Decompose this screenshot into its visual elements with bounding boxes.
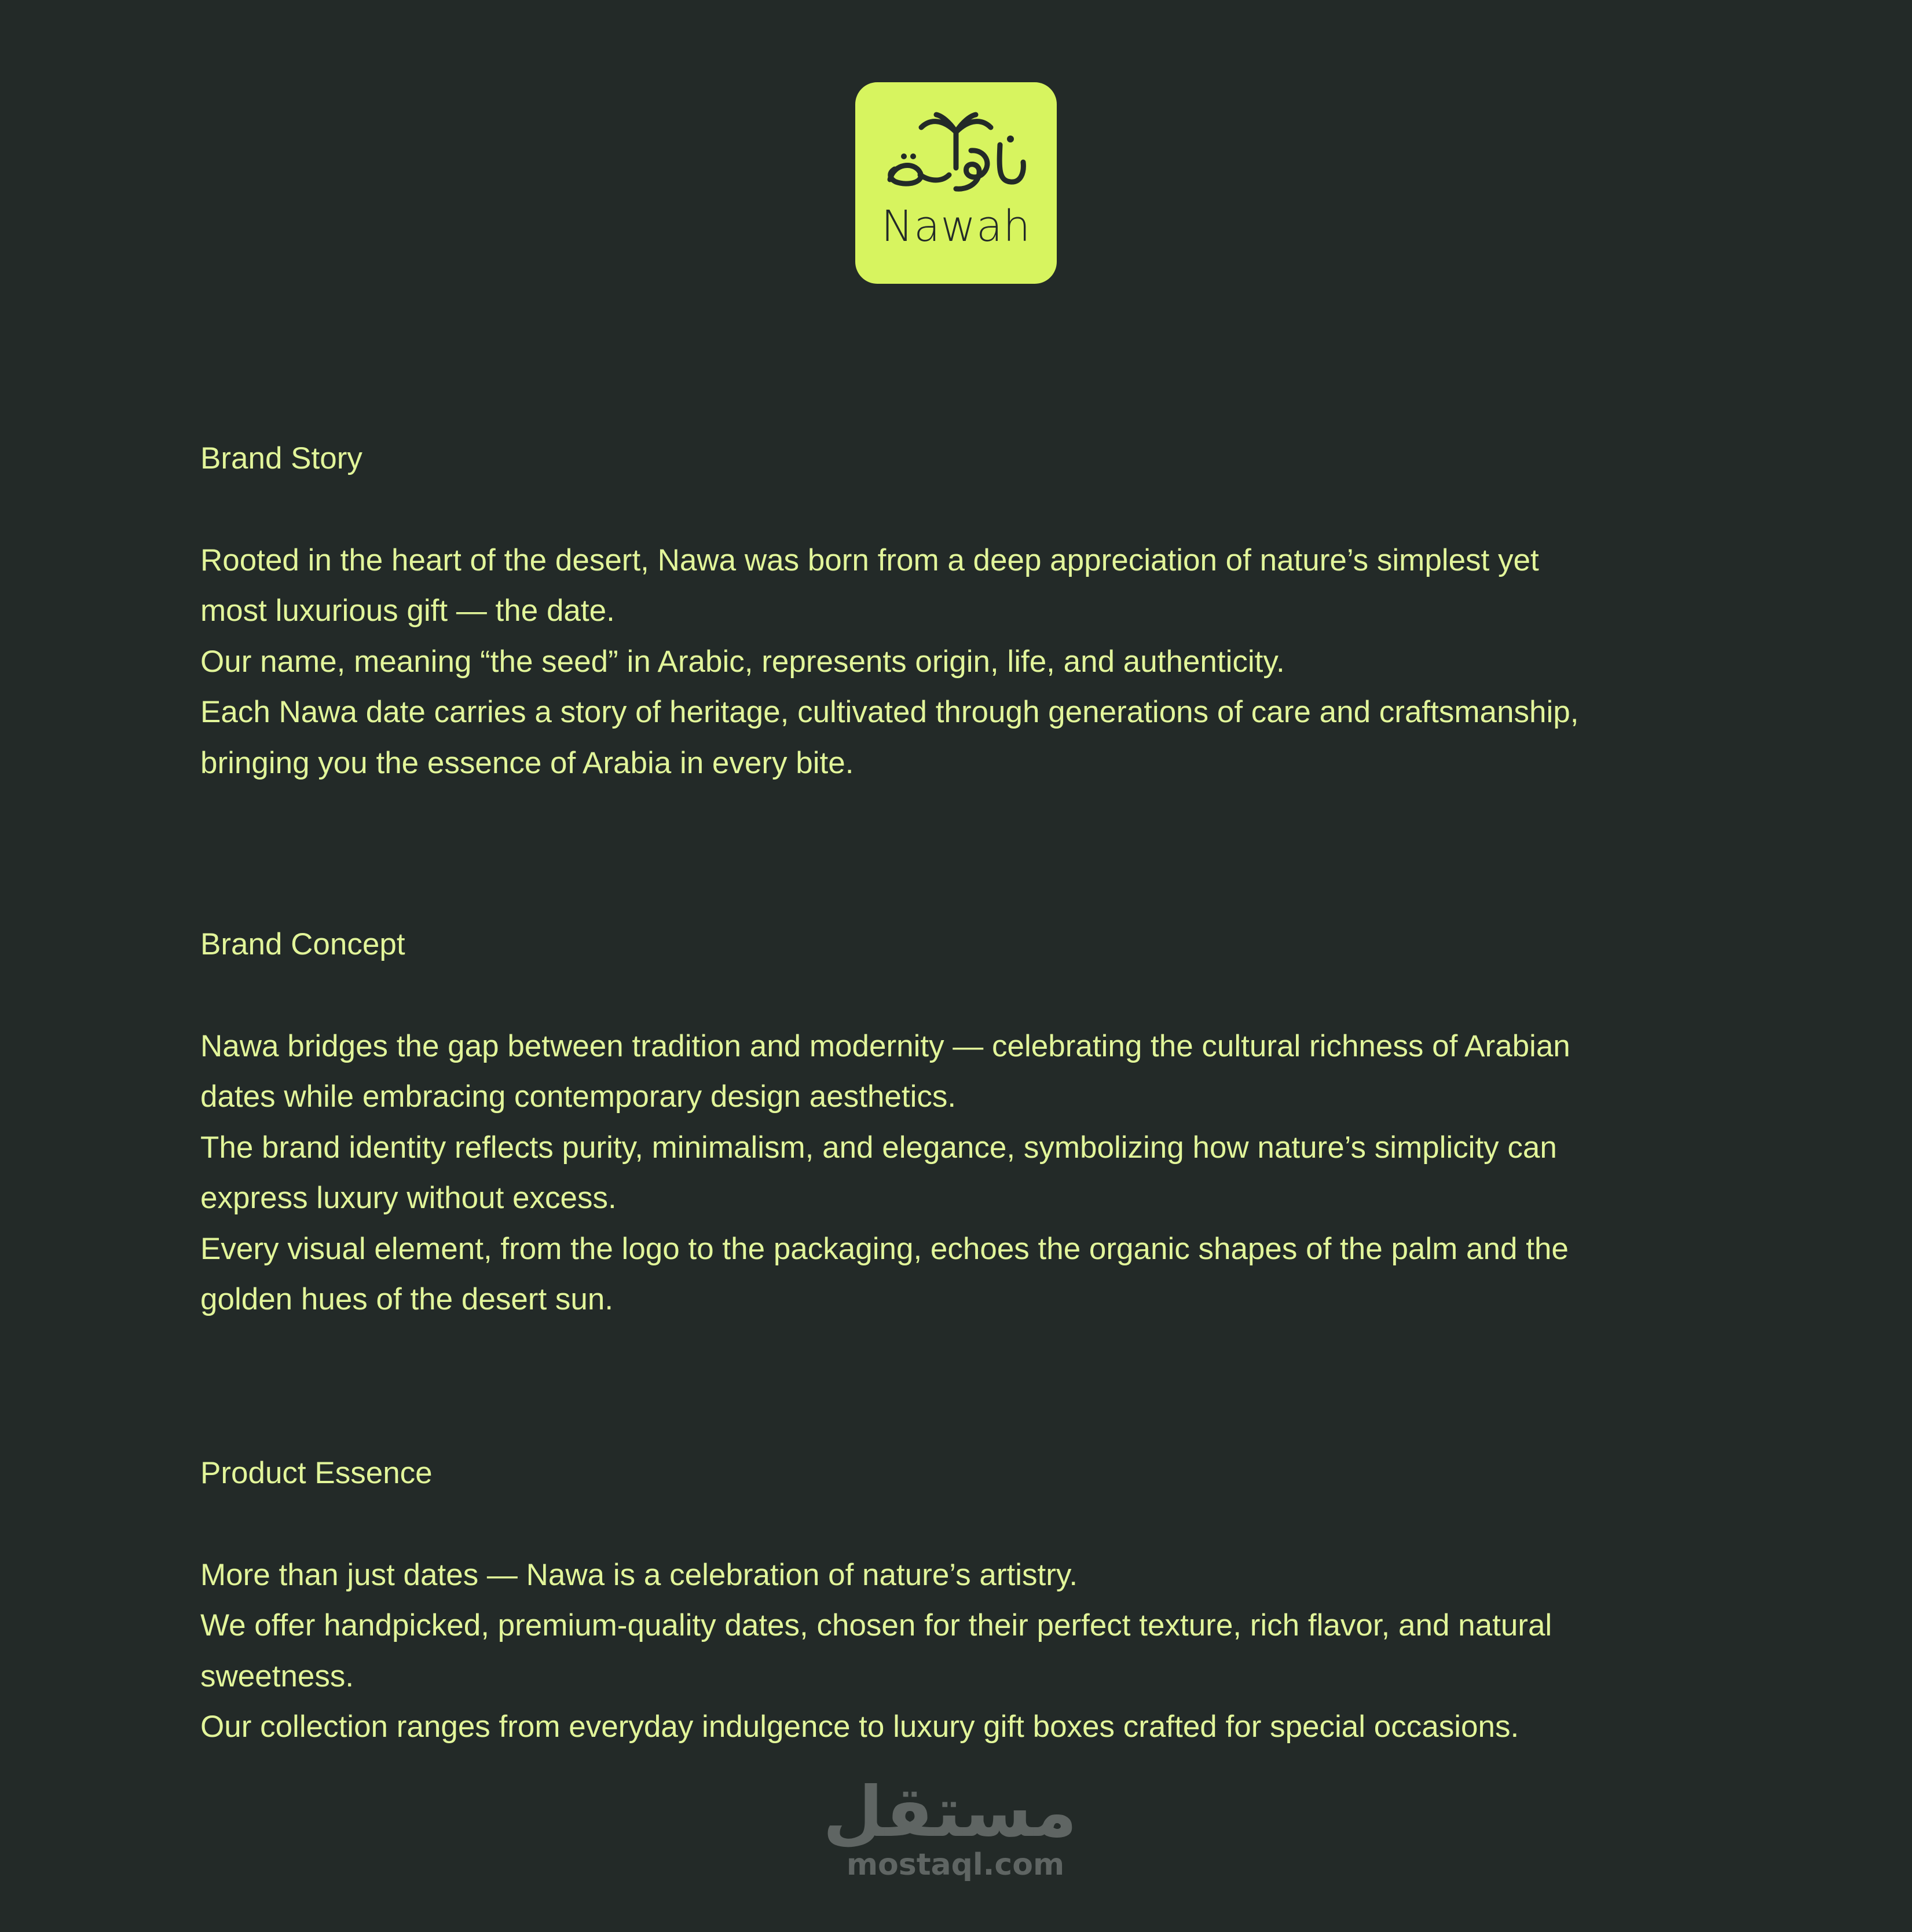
section-heading: Brand Story bbox=[200, 441, 362, 475]
body-line: Rooted in the heart of the desert, Nawa was born from a deep appreciation of nature’s simplest yet bbox=[200, 543, 1539, 577]
section-brand-concept bbox=[200, 919, 1729, 1325]
watermark-latin: mostaql.com bbox=[846, 1847, 1065, 1882]
watermark-arabic: مستقل bbox=[823, 1772, 1077, 1853]
body-line: Our collection ranges from everyday indulgence to luxury gift boxes crafted for special occasions. bbox=[200, 1710, 1519, 1744]
section-body bbox=[200, 1021, 1729, 1325]
mostaql-watermark bbox=[823, 1772, 1077, 1882]
body-line: Our name, meaning “the seed” in Arabic, represents origin, life, and authenticity. bbox=[200, 644, 1285, 679]
brand-logo-text: Nawah bbox=[881, 202, 1031, 251]
section-brand-story bbox=[200, 433, 1729, 788]
body-line: golden hues of the desert sun. bbox=[200, 1282, 614, 1316]
body-line: Each Nawa date carries a story of heritage, cultivated through generations of care and craftsmanship, bbox=[200, 695, 1579, 729]
body-line: most luxurious gift — the date. bbox=[200, 594, 615, 628]
body-line: We offer handpicked, premium-quality dates, chosen for their perfect texture, rich flavor, and natural bbox=[200, 1608, 1552, 1642]
section-heading: Product Essence bbox=[200, 1456, 433, 1490]
section-body bbox=[200, 535, 1729, 789]
body-line: The brand identity reflects purity, minimalism, and elegance, symbolizing how nature’s simplicity can bbox=[200, 1130, 1557, 1165]
body-line: sweetness. bbox=[200, 1659, 354, 1693]
palm-calligraphy-icon bbox=[855, 82, 1057, 284]
body-line: Nawa bridges the gap between tradition and modernity — celebrating the cultural richness of Arabian bbox=[200, 1029, 1570, 1063]
body-line: express luxury without excess. bbox=[200, 1181, 617, 1215]
body-line: Every visual element, from the logo to the packaging, echoes the organic shapes of the palm and the bbox=[200, 1231, 1569, 1266]
body-line: bringing you the essence of Arabia in every bite. bbox=[200, 745, 854, 780]
brand-logo bbox=[855, 82, 1057, 284]
section-heading: Brand Concept bbox=[200, 927, 405, 961]
body-line: dates while embracing contemporary design aesthetics. bbox=[200, 1080, 957, 1114]
section-body bbox=[200, 1550, 1729, 1752]
section-product-essence bbox=[200, 1448, 1729, 1752]
body-line: More than just dates — Nawa is a celebration of nature’s artistry. bbox=[200, 1557, 1078, 1592]
